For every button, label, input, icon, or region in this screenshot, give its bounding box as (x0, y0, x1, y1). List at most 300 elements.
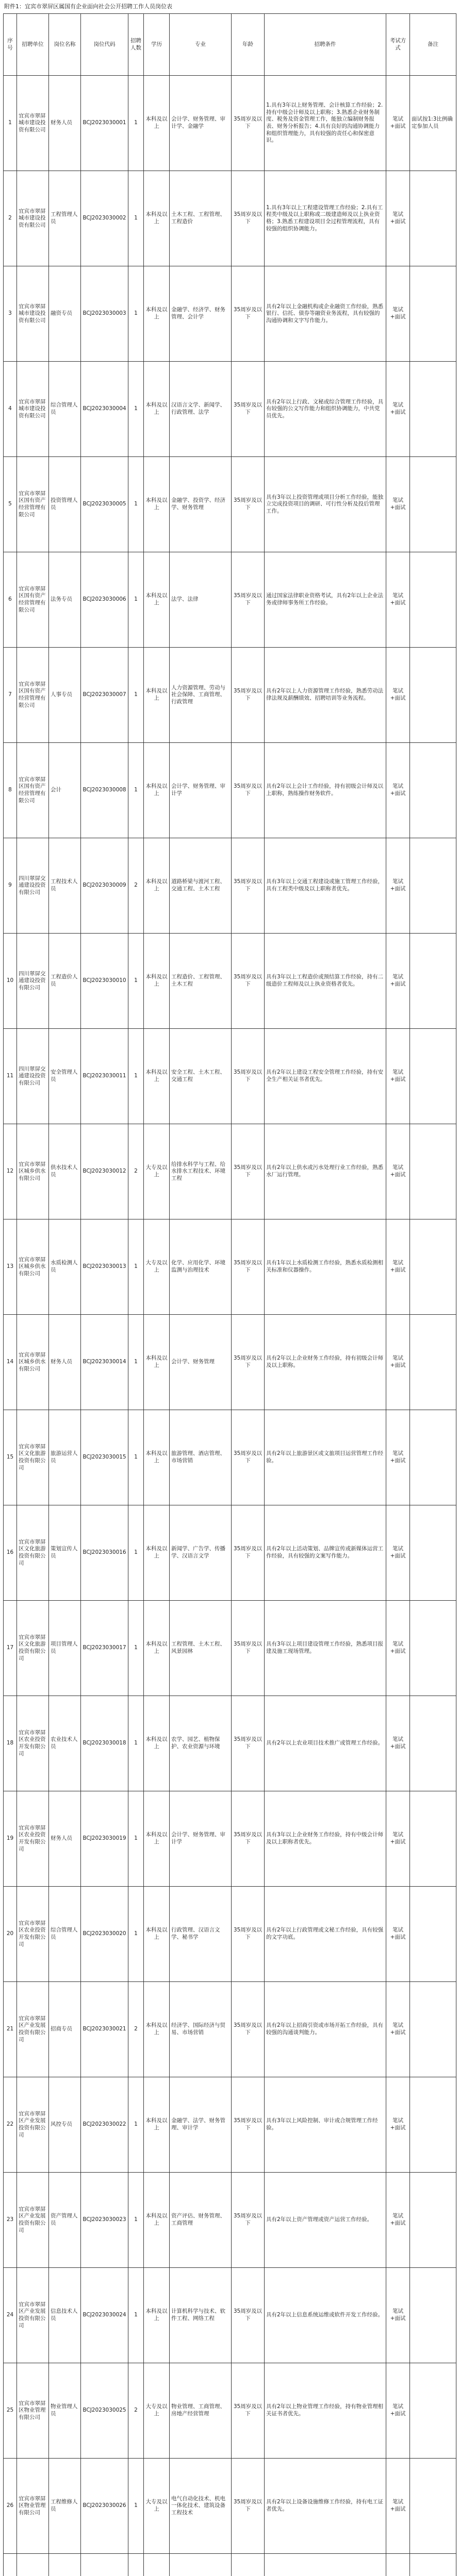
cell-age: 35周岁及以下 (232, 934, 265, 1029)
cell-position-code: BCJ2023030023 (81, 2173, 128, 2268)
cell-position: 资产管理人员 (49, 2173, 81, 2268)
cell-requirements (265, 2554, 386, 2576)
cell-notes (410, 362, 456, 457)
cell-exam-method: 笔试+面试 (386, 457, 410, 552)
cell-position-code: BCJ2023030018 (81, 1696, 128, 1791)
cell-position-code: BCJ2023030015 (81, 1410, 128, 1505)
cell-education: 本科及以上 (144, 1982, 170, 2077)
cell-index: 18 (4, 1696, 17, 1791)
cell-position: 项目管理人员 (49, 1601, 81, 1696)
cell-headcount: 2 (128, 1124, 144, 1219)
cell-age: 35周岁及以下 (232, 2173, 265, 2268)
cell-exam-method: 笔试+面试 (386, 2077, 410, 2173)
cell-notes (410, 266, 456, 362)
cell-notes (410, 1029, 456, 1124)
cell-requirements: 具有3年以上项目建设管理工作经验，熟悉项目报建及施工现场管理。 (265, 1601, 386, 1696)
cell-employer: 宜宾市翠屏区城乡供水有限公司 (17, 1219, 49, 1315)
cell-headcount: 1 (128, 1791, 144, 1887)
table-row (4, 1887, 456, 1982)
cell-index: 15 (4, 1410, 17, 1505)
cell-position-code: BCJ2023030006 (81, 552, 128, 648)
cell-headcount: 1 (128, 1887, 144, 1982)
cell-age: 35周岁及以下 (232, 1124, 265, 1219)
cell-headcount: 1 (128, 171, 144, 266)
table-row (4, 1029, 456, 1124)
cell-notes (410, 648, 456, 743)
cell-exam-method: 笔试+面试 (386, 2268, 410, 2363)
cell-education: 本科及以上 (144, 934, 170, 1029)
cell-index: 24 (4, 2268, 17, 2363)
cell-headcount: 1 (128, 2268, 144, 2363)
cell-age: 35周岁及以下 (232, 1410, 265, 1505)
cell-index: 12 (4, 1124, 17, 1219)
cell-index: 22 (4, 2077, 17, 2173)
cell-position-code: BCJ2023030024 (81, 2268, 128, 2363)
cell-employer: 宜宾市翠屏区文化旅游投资有限公司 (17, 1505, 49, 1601)
cell-age: 35周岁及以下 (232, 2077, 265, 2173)
cell-position-code: BCJ2023030005 (81, 457, 128, 552)
cell-index: 19 (4, 1791, 17, 1887)
cell-position: 综合管理人员 (49, 1887, 81, 1982)
cell-major: 工程管理、土木工程、风景园林 (170, 1601, 232, 1696)
cell-index: 5 (4, 457, 17, 552)
cell-major: 工程造价、工程管理、土木工程 (170, 934, 232, 1029)
cell-employer: 宜宾市翠屏区国有资产经营管理有限公司 (17, 552, 49, 648)
cell-employer (17, 2554, 49, 2576)
cell-exam-method: 笔试+面试 (386, 1029, 410, 1124)
cell-exam-method: 笔试+面试 (386, 1791, 410, 1887)
cell-notes (410, 1315, 456, 1410)
cell-major: 行政管理、汉语言文学、秘书学 (170, 1887, 232, 1982)
cell-exam-method: 笔试+面试 (386, 362, 410, 457)
cell-exam-method: 笔试+面试 (386, 1315, 410, 1410)
cell-headcount: 2 (128, 2363, 144, 2459)
cell-exam-method: 笔试+面试 (386, 2173, 410, 2268)
cell-notes (410, 1601, 456, 1696)
cell-notes (410, 2459, 456, 2554)
cell-requirements: 具有2年以上人力资源管理工作经验，熟悉劳动法律法规及薪酬绩效、招聘培训等业务流程。 (265, 648, 386, 743)
cell-requirements: 具有2年以上行政、文秘或综合管理工作经验，具有较强的公文写作能力和组织协调能力，中共党员优先。 (265, 362, 386, 457)
cell-major: 金融学、投资学、经济学、财务管理 (170, 457, 232, 552)
cell-headcount: 1 (128, 1315, 144, 1410)
cell-position: 工程造价人员 (49, 934, 81, 1029)
cell-position: 旅游运营人员 (49, 1410, 81, 1505)
cell-position-code: BCJ2023030022 (81, 2077, 128, 2173)
cell-exam-method: 笔试+面试 (386, 1887, 410, 1982)
table-row (4, 457, 456, 552)
cell-index: 9 (4, 838, 17, 934)
cell-position-code: BCJ2023030025 (81, 2363, 128, 2459)
table-row (4, 934, 456, 1029)
table-row (4, 743, 456, 838)
cell-position-code (81, 2554, 128, 2576)
cell-age: 35周岁及以下 (232, 1791, 265, 1887)
cell-position-code: BCJ2023030001 (81, 76, 128, 171)
cell-headcount: 1 (128, 1696, 144, 1791)
cell-major: 土木工程、工程管理、工程造价 (170, 171, 232, 266)
cell-requirements: 具有2年以上信息系统运维或软件开发工作经验。 (265, 2268, 386, 2363)
cell-education: 本科及以上 (144, 1505, 170, 1601)
cell-index: 25 (4, 2363, 17, 2459)
table-row (4, 1982, 456, 2077)
cell-major: 化学、应用化学、环境监测与治理技术 (170, 1219, 232, 1315)
cell-position-code: BCJ2023030019 (81, 1791, 128, 1887)
cell-position-code: BCJ2023030020 (81, 1887, 128, 1982)
cell-exam-method: 笔试+面试 (386, 743, 410, 838)
cell-employer: 四川翠屏交通建设投资有限公司 (17, 1029, 49, 1124)
cell-major: 金融学、法学、财务管理、审计学 (170, 2077, 232, 2173)
table-row (4, 171, 456, 266)
cell-position: 财务人员 (49, 1791, 81, 1887)
header-requirements: 招聘条件 (265, 14, 386, 76)
cell-education: 本科及以上 (144, 171, 170, 266)
cell-headcount: 1 (128, 1410, 144, 1505)
cell-exam-method: 笔试+面试 (386, 552, 410, 648)
cell-position: 策划宣传人员 (49, 1505, 81, 1601)
cell-age: 35周岁及以下 (232, 362, 265, 457)
table-row (4, 1315, 456, 1410)
cell-requirements: 1.具有3年以上工程建设管理工作经验；2.具有工程类中级及以上职称或二级建造师及以上执业资格；3.熟悉工程建设项目全过程管理流程，具有较强的组织协调能力。 (265, 171, 386, 266)
table-row (4, 2077, 456, 2173)
cell-position: 物业管理人员 (49, 2363, 81, 2459)
cell-education: 本科及以上 (144, 1410, 170, 1505)
cell-major: 会计学、财务管理、审计学 (170, 743, 232, 838)
table-row (4, 2363, 456, 2459)
cell-position-code: BCJ2023030021 (81, 1982, 128, 2077)
cell-headcount: 1 (128, 1219, 144, 1315)
table-row (4, 1696, 456, 1791)
table-row (4, 838, 456, 934)
cell-age: 35周岁及以下 (232, 76, 265, 171)
cell-position: 工程管理人员 (49, 171, 81, 266)
cell-employer: 四川翠屏交通建设投资有限公司 (17, 934, 49, 1029)
cell-position: 风控专员 (49, 2077, 81, 2173)
cell-headcount: 1 (128, 2077, 144, 2173)
cell-notes (410, 743, 456, 838)
cell-education: 本科及以上 (144, 2173, 170, 2268)
cell-major: 资产评估、财务管理、工商管理 (170, 2173, 232, 2268)
cell-headcount: 1 (128, 552, 144, 648)
cell-headcount: 1 (128, 648, 144, 743)
header-headcount: 招聘人数 (128, 14, 144, 76)
cell-requirements: 具有3年以上投资管理或项目分析工作经验，能独立完成投资项目的调研、可行性分析及投后管理工作。 (265, 457, 386, 552)
table-row (4, 552, 456, 648)
cell-index: 8 (4, 743, 17, 838)
table-body (4, 76, 456, 2576)
cell-position-code: BCJ2023030016 (81, 1505, 128, 1601)
table-row (4, 362, 456, 457)
cell-position: 安全管理人员 (49, 1029, 81, 1124)
cell-notes (410, 1791, 456, 1887)
cell-exam-method: 笔试+面试 (386, 1124, 410, 1219)
cell-notes (410, 2554, 456, 2576)
cell-exam-method: 笔试+面试 (386, 266, 410, 362)
cell-position: 供水技术人员 (49, 1124, 81, 1219)
cell-position-code: BCJ2023030008 (81, 743, 128, 838)
cell-age: 35周岁及以下 (232, 1696, 265, 1791)
cell-employer: 宜宾市翠屏区城乡供水有限公司 (17, 1124, 49, 1219)
cell-notes (410, 934, 456, 1029)
table-row (4, 1601, 456, 1696)
cell-age: 35周岁及以下 (232, 552, 265, 648)
cell-employer: 宜宾市翠屏区物业管理有限公司 (17, 2459, 49, 2554)
header-education: 学历 (144, 14, 170, 76)
cell-requirements: 1.具有3年以上财务管理、会计核算工作经验；2.持有中级会计师及以上职称；3.熟悉企业财务制度、税务及资金管理工作，能独立编制财务报表、财务分析报告；4.具有良好的沟通协调能力和组织管理能力，具有较强的责任心和保密意识。 (265, 76, 386, 171)
cell-requirements: 具有2年以上活动策划、品牌宣传或新媒体运营工作经验，具有较强的文案写作能力。 (265, 1505, 386, 1601)
cell-age: 35周岁及以下 (232, 457, 265, 552)
cell-notes (410, 552, 456, 648)
cell-index: 6 (4, 552, 17, 648)
cell-requirements: 具有2年以上农业项目技术推广或管理工作经验。 (265, 1696, 386, 1791)
cell-exam-method: 笔试+面试 (386, 1219, 410, 1315)
cell-major: 物业管理、工商管理、房地产经营管理 (170, 2363, 232, 2459)
cell-requirements: 具有2年以上企业财务工作经验，持有初级会计师及以上职称。 (265, 1315, 386, 1410)
cell-employer: 四川翠屏交通建设投资有限公司 (17, 838, 49, 934)
cell-headcount: 2 (128, 1982, 144, 2077)
header-employer: 招聘单位 (17, 14, 49, 76)
cell-notes (410, 2363, 456, 2459)
table-row (4, 2554, 456, 2576)
cell-position: 水质检测人员 (49, 1219, 81, 1315)
cell-exam-method: 笔试+面试 (386, 1696, 410, 1791)
cell-major: 会计学、财务管理、审计学、金融学 (170, 76, 232, 171)
cell-employer: 宜宾市翠屏区国有资产经营管理有限公司 (17, 457, 49, 552)
cell-major: 人力资源管理、劳动与社会保障、工商管理、行政管理 (170, 648, 232, 743)
cell-employer: 宜宾市翠屏区城乡供水有限公司 (17, 1315, 49, 1410)
cell-employer: 宜宾市翠屏区产业发展投资有限公司 (17, 2173, 49, 2268)
cell-position-code: BCJ2023030009 (81, 838, 128, 934)
cell-education: 本科及以上 (144, 76, 170, 171)
cell-headcount: 1 (128, 2173, 144, 2268)
cell-notes (410, 2173, 456, 2268)
cell-exam-method: 笔试+面试 (386, 1505, 410, 1601)
cell-requirements: 具有3年以上风险控制、审计或合规管理工作经验。 (265, 2077, 386, 2173)
header-age: 年龄 (232, 14, 265, 76)
cell-requirements: 具有2年以上资产管理或资产运营工作经验。 (265, 2173, 386, 2268)
cell-employer: 宜宾市翠屏区国有资产经营管理有限公司 (17, 743, 49, 838)
cell-age (232, 2554, 265, 2576)
cell-requirements: 具有3年以上企业财务工作经验，持有中级会计师及以上职称者优先。 (265, 1791, 386, 1887)
cell-employer: 宜宾市翠屏区农业投资开发有限公司 (17, 1887, 49, 1982)
cell-age: 35周岁及以下 (232, 1315, 265, 1410)
cell-education: 本科及以上 (144, 1887, 170, 1982)
cell-requirements: 具有2年以上行政管理或文秘工作经验，具有较强的文字功底。 (265, 1887, 386, 1982)
cell-employer: 宜宾市翠屏区物业管理有限公司 (17, 2363, 49, 2459)
cell-education: 本科及以上 (144, 1029, 170, 1124)
cell-index: 2 (4, 171, 17, 266)
cell-age: 35周岁及以下 (232, 743, 265, 838)
cell-requirements: 具有1年以上水质检测工作经验，熟悉水质检测相关标准和仪器操作。 (265, 1219, 386, 1315)
cell-employer: 宜宾市翠屏城市建设投资有限公司 (17, 76, 49, 171)
cell-headcount: 2 (128, 838, 144, 934)
cell-age: 35周岁及以下 (232, 171, 265, 266)
cell-age: 35周岁及以下 (232, 1601, 265, 1696)
cell-employer: 宜宾市翠屏区国有资产经营管理有限公司 (17, 648, 49, 743)
cell-major: 道路桥梁与渡河工程、交通工程、土木工程 (170, 838, 232, 934)
cell-age: 35周岁及以下 (232, 2459, 265, 2554)
cell-major: 经济学、国际经济与贸易、市场营销 (170, 1982, 232, 2077)
cell-notes (410, 171, 456, 266)
cell-position: 工程维修人员 (49, 2459, 81, 2554)
cell-employer: 宜宾市翠屏区产业发展投资有限公司 (17, 1982, 49, 2077)
cell-major: 金融学、经济学、财务管理、会计学 (170, 266, 232, 362)
cell-headcount: 1 (128, 743, 144, 838)
cell-age: 35周岁及以下 (232, 648, 265, 743)
cell-index: 26 (4, 2459, 17, 2554)
cell-requirements: 具有2年以上物业管理工作经验，持有物业管理相关证书者优先。 (265, 2363, 386, 2459)
cell-position (49, 2554, 81, 2576)
cell-employer: 宜宾市翠屏区产业发展投资有限公司 (17, 2268, 49, 2363)
cell-age: 35周岁及以下 (232, 266, 265, 362)
cell-employer: 宜宾市翠屏城市建设投资有限公司 (17, 171, 49, 266)
cell-education: 本科及以上 (144, 743, 170, 838)
cell-index: 21 (4, 1982, 17, 2077)
cell-major (170, 2554, 232, 2576)
cell-education: 本科及以上 (144, 2268, 170, 2363)
header-exam-method: 考试方式 (386, 14, 410, 76)
cell-headcount: 1 (128, 2459, 144, 2554)
cell-requirements: 具有2年以上供水或污水处理行业工作经验，熟悉水厂运行管理。 (265, 1124, 386, 1219)
cell-education: 本科及以上 (144, 457, 170, 552)
cell-exam-method: 笔试+面试 (386, 2363, 410, 2459)
table-row (4, 2459, 456, 2554)
cell-education: 本科及以上 (144, 648, 170, 743)
cell-position-code: BCJ2023030014 (81, 1315, 128, 1410)
cell-notes (410, 1696, 456, 1791)
table-row (4, 2173, 456, 2268)
cell-exam-method: 笔试+面试 (386, 1410, 410, 1505)
cell-notes (410, 1410, 456, 1505)
cell-exam-method (386, 2554, 410, 2576)
cell-notes (410, 1219, 456, 1315)
cell-index: 4 (4, 362, 17, 457)
cell-requirements: 具有3年以上工程造价或预结算工作经验，持有二级造价工程师及以上执业资格者优先。 (265, 934, 386, 1029)
cell-requirements: 具有2年以上会计工作经验，持有初级会计师及以上职称，熟练操作财务软件。 (265, 743, 386, 838)
cell-notes (410, 457, 456, 552)
cell-major: 旅游管理、酒店管理、市场营销 (170, 1410, 232, 1505)
cell-index: 7 (4, 648, 17, 743)
cell-education: 大专及以上 (144, 1219, 170, 1315)
cell-age: 35周岁及以下 (232, 1505, 265, 1601)
cell-notes (410, 1124, 456, 1219)
table-row (4, 1505, 456, 1601)
cell-headcount: 1 (128, 1505, 144, 1601)
cell-position-code: BCJ2023030004 (81, 362, 128, 457)
cell-position-code: BCJ2023030010 (81, 934, 128, 1029)
cell-position-code: BCJ2023030017 (81, 1601, 128, 1696)
table-row (4, 648, 456, 743)
cell-major: 新闻学、广告学、传播学、汉语言文学 (170, 1505, 232, 1601)
cell-index (4, 2554, 17, 2576)
cell-position-code: BCJ2023030026 (81, 2459, 128, 2554)
cell-position-code: BCJ2023030012 (81, 1124, 128, 1219)
cell-position: 投资管理人员 (49, 457, 81, 552)
cell-age: 35周岁及以下 (232, 1029, 265, 1124)
cell-index: 11 (4, 1029, 17, 1124)
cell-exam-method: 笔试+面试 (386, 1982, 410, 2077)
cell-notes: 面试按1:3比例确定参加人员 (410, 76, 456, 171)
cell-index: 17 (4, 1601, 17, 1696)
cell-education: 本科及以上 (144, 1791, 170, 1887)
cell-notes (410, 1887, 456, 1982)
cell-employer: 宜宾市翠屏城市建设投资有限公司 (17, 266, 49, 362)
cell-notes (410, 1505, 456, 1601)
cell-exam-method: 笔试+面试 (386, 171, 410, 266)
cell-position: 工程技术人员 (49, 838, 81, 934)
cell-major: 汉语言文学、新闻学、行政管理、法学 (170, 362, 232, 457)
cell-index: 23 (4, 2173, 17, 2268)
cell-major: 农学、园艺、植物保护、农业资源与环境 (170, 1696, 232, 1791)
cell-education (144, 2554, 170, 2576)
cell-position-code: BCJ2023030011 (81, 1029, 128, 1124)
cell-position: 信息技术人员 (49, 2268, 81, 2363)
cell-notes (410, 838, 456, 934)
cell-index: 1 (4, 76, 17, 171)
cell-education: 本科及以上 (144, 552, 170, 648)
cell-position-code: BCJ2023030002 (81, 171, 128, 266)
cell-age: 35周岁及以下 (232, 2363, 265, 2459)
cell-exam-method: 笔试+面试 (386, 2459, 410, 2554)
header-position-code: 岗位代码 (81, 14, 128, 76)
table-row (4, 1791, 456, 1887)
header-major: 专业 (170, 14, 232, 76)
header-position: 岗位名称 (49, 14, 81, 76)
cell-index: 13 (4, 1219, 17, 1315)
cell-age: 35周岁及以下 (232, 1887, 265, 1982)
cell-headcount: 1 (128, 934, 144, 1029)
cell-employer: 宜宾市翠屏区农业投资开发有限公司 (17, 1791, 49, 1887)
cell-position: 会计 (49, 743, 81, 838)
cell-position: 财务人员 (49, 1315, 81, 1410)
cell-age: 35周岁及以下 (232, 838, 265, 934)
header-notes: 备注 (410, 14, 456, 76)
cell-major: 会计学、财务管理、审计学 (170, 1791, 232, 1887)
cell-requirements: 通过国家法律职业资格考试，具有2年以上企业法务或律师事务所工作经验。 (265, 552, 386, 648)
cell-index: 20 (4, 1887, 17, 1982)
table-row (4, 1219, 456, 1315)
cell-position: 融资专员 (49, 266, 81, 362)
cell-exam-method: 笔试+面试 (386, 648, 410, 743)
cell-index: 14 (4, 1315, 17, 1410)
cell-age: 35周岁及以下 (232, 1219, 265, 1315)
cell-headcount: 1 (128, 362, 144, 457)
cell-education: 本科及以上 (144, 1696, 170, 1791)
cell-position: 财务人员 (49, 76, 81, 171)
table-row (4, 76, 456, 171)
cell-education: 大专及以上 (144, 2459, 170, 2554)
cell-requirements: 具有2年以上金融机构或企业融资工作经验，熟悉银行、信托、债券等融资业务流程，具有较强的沟通协调和文字写作能力。 (265, 266, 386, 362)
cell-education: 本科及以上 (144, 266, 170, 362)
table-row (4, 1410, 456, 1505)
recruitment-table (3, 13, 456, 2576)
cell-position-code: BCJ2023030013 (81, 1219, 128, 1315)
cell-age: 35周岁及以下 (232, 1982, 265, 2077)
cell-headcount (128, 2554, 144, 2576)
cell-education: 本科及以上 (144, 2077, 170, 2173)
cell-exam-method: 笔试+面试 (386, 838, 410, 934)
cell-index: 10 (4, 934, 17, 1029)
cell-position: 法务专员 (49, 552, 81, 648)
page-title: 附件1：宜宾市翠屏区属国有企业面向社会公开招聘工作人员岗位表 (4, 3, 172, 10)
cell-requirements: 具有3年以上交通工程建设或施工管理工作经验，具有工程类中级及以上职称者优先。 (265, 838, 386, 934)
cell-headcount: 1 (128, 266, 144, 362)
cell-education: 大专及以上 (144, 1124, 170, 1219)
cell-major: 计算机科学与技术、软件工程、网络工程 (170, 2268, 232, 2363)
cell-headcount: 1 (128, 76, 144, 171)
cell-major: 给排水科学与工程、给水排水工程技术、环境工程 (170, 1124, 232, 1219)
cell-index: 16 (4, 1505, 17, 1601)
table-header-row (4, 14, 456, 76)
